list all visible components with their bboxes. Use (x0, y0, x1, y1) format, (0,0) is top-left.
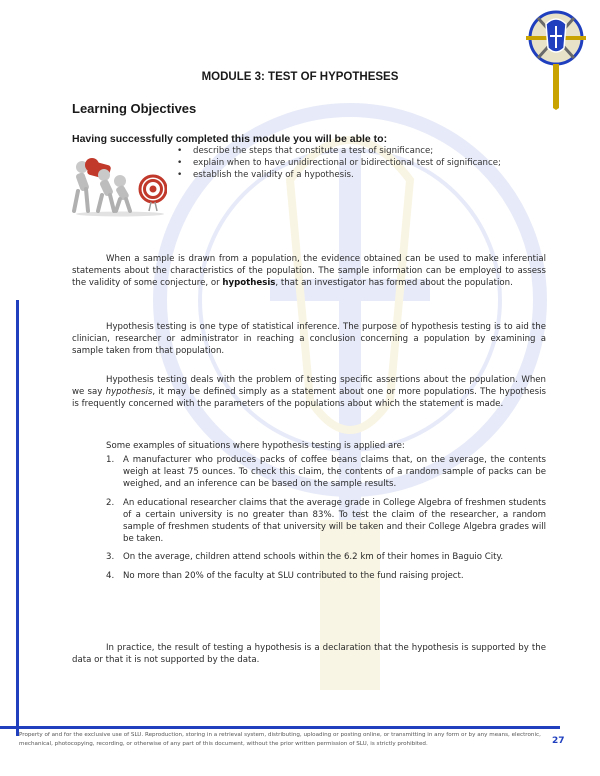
left-accent-bar (16, 300, 19, 736)
copyright-footer: Property of and for the exclusive use of SLU. Reproduction, storing in a retrieval system, distributing, uploading or posting online, or transmitting in any form or by any means, electronic, mechanical, photocopying, recording, or otherwise of any part of this document, without the prior written permission of SLU, is strictly prohibited. (19, 732, 541, 747)
example-item: 2. An educational researcher claims that the average grade in College Algebra of freshmen students of a certain university is no greater than 83%. To test the claim of the researcher, a random sample of freshmen students of that university will be taken and their College Algebra grades will be taken. (106, 497, 546, 545)
learning-objectives-heading: Learning Objectives (72, 101, 197, 116)
objective-item: • explain when to have unidirectional or bidirectional test of significance; (175, 158, 520, 170)
example-item: 4. No more than 20% of the faculty at SLU contributed to the fund raising project. (106, 570, 464, 581)
paragraph-practice-result: In practice, the result of testing a hypothesis is a declaration that the hypothesis is supported by the data or that it is not supported by the data. (72, 643, 546, 666)
paragraph-hypothesis-definition: Hypothesis testing deals with the problem of testing specific assertions about the population. When we say hypothesis, it may be defined simply as a statement about one or more populations. The hypothesis is frequently concerned with the parameters of the populations about which the statement is made. (72, 375, 546, 410)
example-item: 3. On the average, children attend schools within the 6.2 km of their homes in Baguio City. (106, 552, 504, 563)
example-item: 1. A manufacturer who produces packs of coffee beans claims that, on the average, the contents weigh at least 75 ounces. To check this claim, the contents of a random sample of packs can be weighed, and an inference can be based on the sample results. (106, 455, 546, 490)
learning-objectives-list (175, 146, 520, 181)
examples-list (106, 454, 546, 588)
figures-pushing-target-icon (72, 155, 167, 217)
paragraph-hypothesis-testing-purpose: Hypothesis testing is one type of statistical inference. The purpose of hypothesis testing is to aid the clinician, researcher or administrator in reaching a conclusion concerning a population by examining a sample taken from that population. (72, 322, 546, 357)
page-number: 27 (552, 736, 565, 746)
examples-intro: Some examples of situations where hypothesis testing is applied are: (106, 441, 405, 451)
paragraph-sample-evidence: When a sample is drawn from a population, the evidence obtained can be used to make inferential statements about the characteristics of the population. The sample information can be employed to assess the validity of some conjecture, or hypothesis, that an investigator has formed about the population. (72, 254, 546, 289)
learning-objectives-intro: Having successfully completed this module you will be able to: (72, 133, 388, 145)
footer-divider (0, 726, 560, 729)
objective-item: • establish the validity of a hypothesis. (175, 170, 520, 182)
objective-item: • describe the steps that constitute a test of significance; (175, 146, 520, 158)
university-seal-icon (520, 0, 592, 110)
page-title: MODULE 3: TEST OF HYPOTHESES (201, 71, 399, 83)
